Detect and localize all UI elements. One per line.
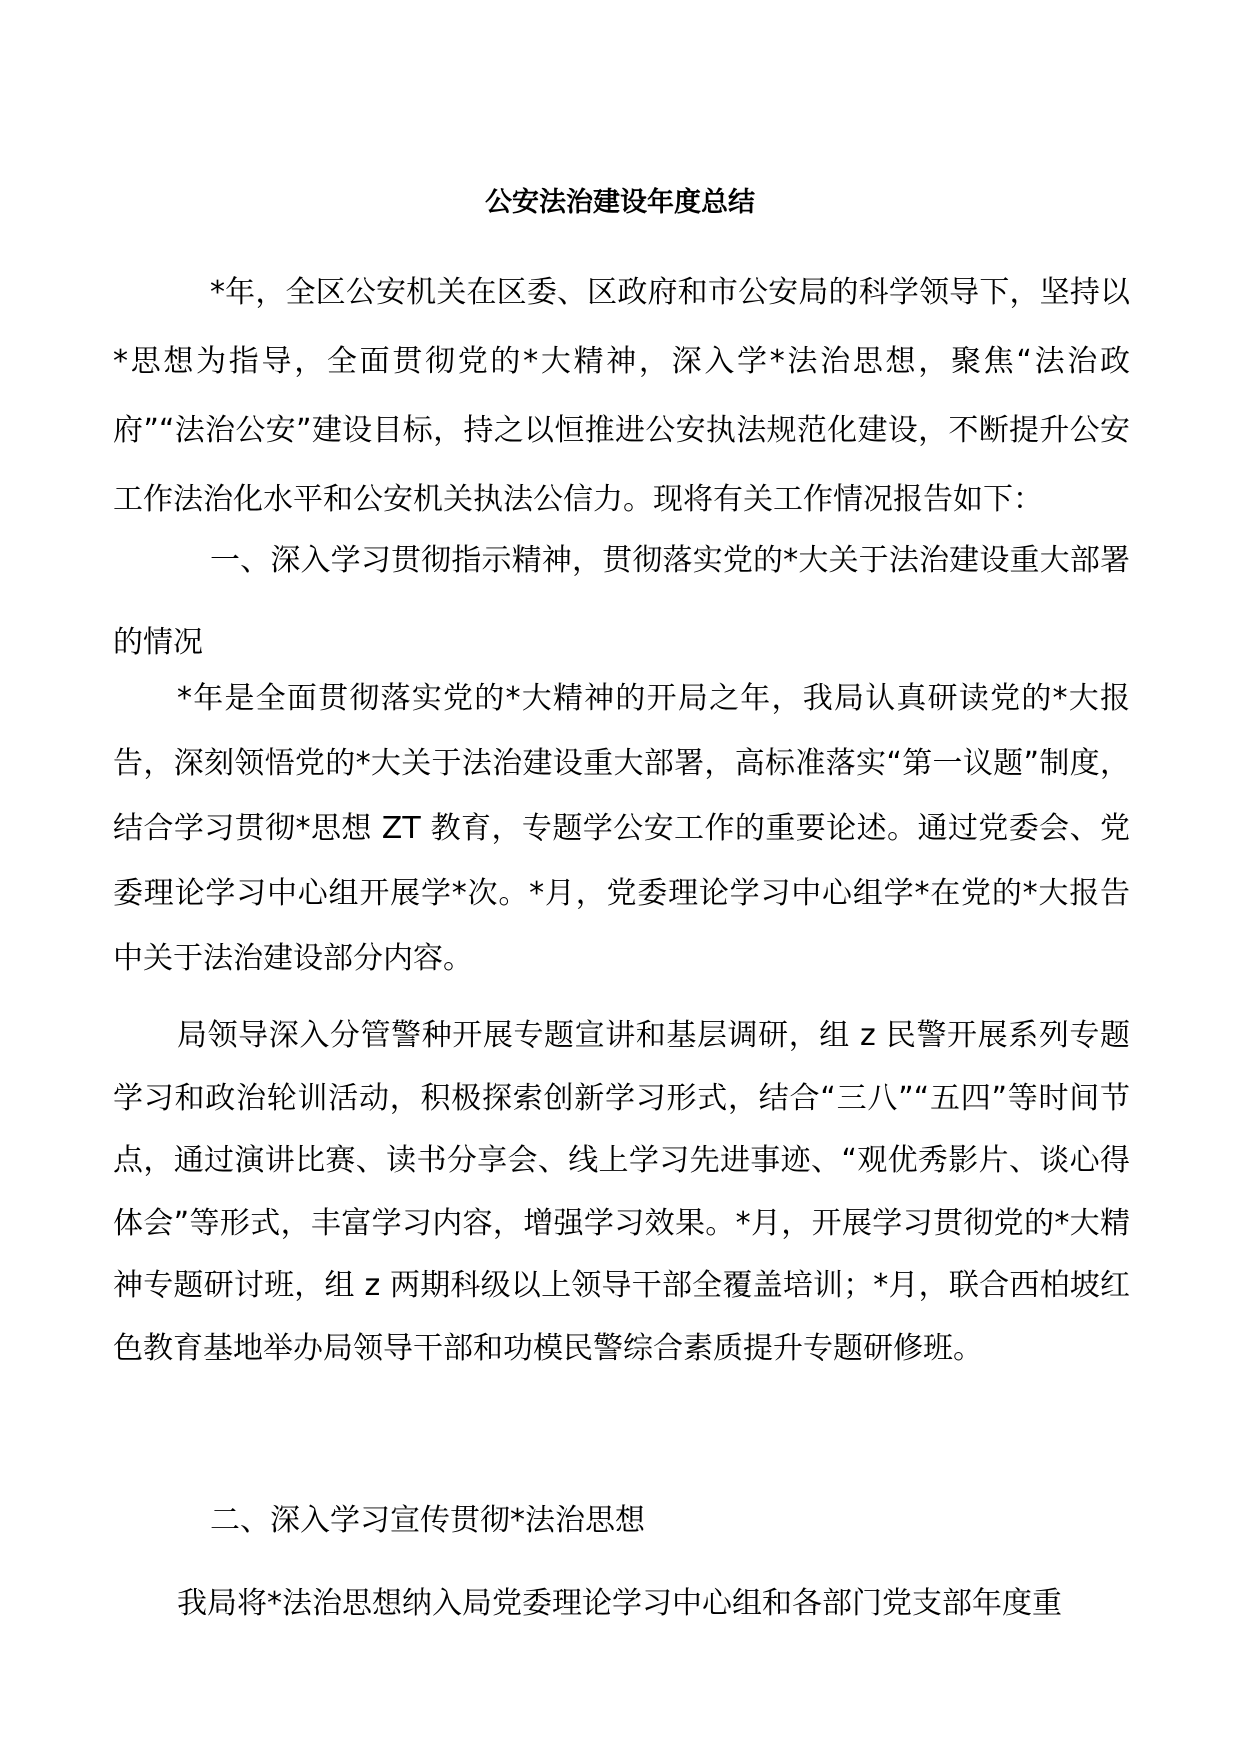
intro-paragraph: *年，全区公安机关在区委、区政府和市公安局的科学领导下，坚持以*思想为指导，全面贯彻党的*大精神，深入学*法治思想，聚焦“法治政府”“法治公安”建设目标，持之以恒推进公安执法规范化建设，不断提升公安工作法治化水平和公安机关执法公信力。现将有关工作情况报告如下：	[113, 275, 1130, 517]
section-heading-1: 一、深入学习贯彻指示精神，贯彻落实党的*大关于法治建设重大部署的情况	[113, 543, 1130, 660]
body-paragraph: *年是全面贯彻落实党的*大精神的开局之年，我局认真研读党的*大报告，深刻领悟党的*大关于法治建设重大部署，高标准落实“第一议题”制度，结合学习贯彻*思想 ZT 教育，专题学公安工作的重要论述。通过党委会、党委理论学习中心组开展学*次。*月，党委理论学习中心组学*在党的*大报告中关于法治建设部分内容。	[113, 681, 1130, 976]
body-paragraph: 局领导深入分管警种开展专题宣讲和基层调研，组 z 民警开展系列专题学习和政治轮训活动，积极探索创新学习形式，结合“三八”“五四”等时间节点，通过演讲比赛、读书分享会、线上学习先进事迹、“观优秀影片、谈心得体会”等形式，丰富学习内容，增强学习效果。*月，开展学习贯彻党的*大精神专题研讨班，组 z 两期科级以上领导干部全覆盖培训；*月，联合西柏坡红色教育基地举办局领导干部和功模民警综合素质提升专题研修班。	[113, 1018, 1130, 1366]
body-paragraph: 我局将*法治思想纳入局党委理论学习中心组和各部门党支部年度重	[177, 1586, 1062, 1621]
document-title: 公安法治建设年度总结	[485, 187, 755, 218]
section-heading-2: 二、深入学习宣传贯彻*法治思想	[210, 1503, 645, 1538]
